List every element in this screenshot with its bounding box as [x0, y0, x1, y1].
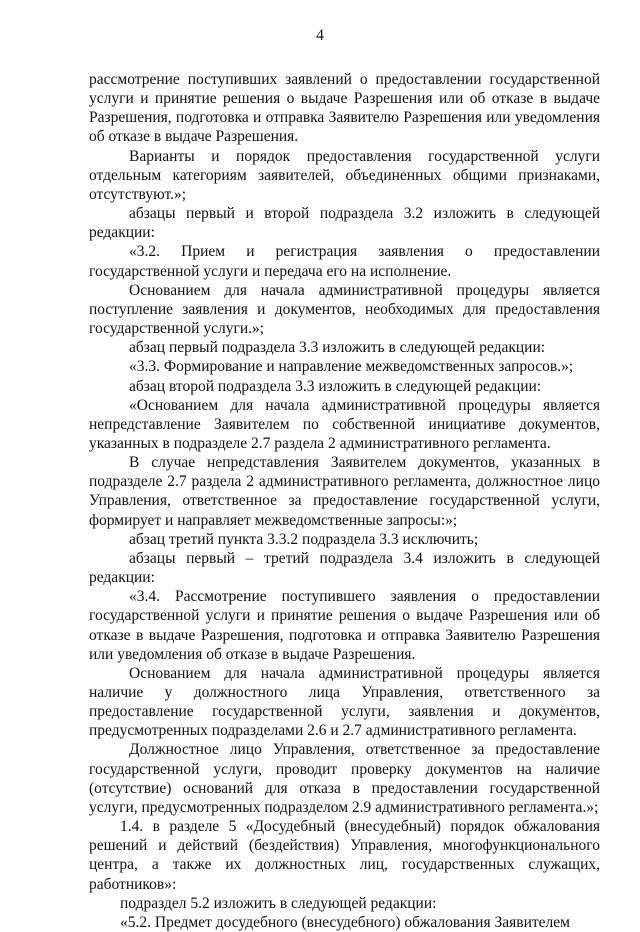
paragraph: абзац третий пункта 3.3.2 подраздела 3.3 исключить;: [129, 530, 479, 548]
paragraph: Должностное лицо Управления, ответственное за предоставление государственной услуги, проводит проверку документов на наличие (отсутствие) оснований для отказа в предоставлении государственной услуги, предусмотренных подразделом 2.9 административного регламента.»;: [89, 741, 600, 816]
paragraph-continuation: рассмотрение поступивших заявлений о предоставлении государственной услуги и принятие решения о выдаче Разрешения или об отказе в выдаче Разрешения, подготовка и отправка Заявителю Разрешения или уведомления об отказе в выдаче Разрешения.: [89, 71, 600, 146]
paragraph: «3.4. Рассмотрение поступившего заявления о предоставлении государственной услуги и принятие решения о выдаче Разрешения или об отказе в выдаче Разрешения, подготовка и отправка Заявителю Разрешения или уведомления об отказе в выдаче Разрешения.: [89, 588, 600, 663]
paragraph: «3.2. Прием и регистрация заявления о предоставлении государственной услуги и передача его на исполнение.: [89, 243, 600, 280]
paragraph: Основанием для начала административной процедуры является наличие у должностного лица Управления, ответственного за предоставление государственной услуги, заявления и документов, предусмотренных подразделами 2.6 и 2.7 административного регламента.: [89, 664, 600, 740]
paragraph: «3.3. Формирование и направление межведомственных запросов.»;: [129, 358, 574, 376]
paragraph: «5.2. Предмет досудебного (внесудебного) обжалования Заявителем: [120, 913, 570, 931]
paragraph: абзацы первый – третий подраздела 3.4 изложить в следующей редакции:: [89, 549, 600, 587]
paragraph: Варианты и порядок предоставления государственной услуги отдельным категориям заявителей, объединенных общими признаками, отсутствуют.»;: [89, 147, 600, 203]
paragraph: абзац первый подраздела 3.3 изложить в следующей редакции:: [129, 339, 546, 357]
paragraph: В случае непредставления Заявителем документов, указанных в подразделе 2.7 раздела 2 административного регламента, должностное лицо Управления, ответственное за предоставление государственной услуги, формирует и направляет межведомственные запросы:»;: [89, 454, 600, 529]
paragraph: абзац второй подраздела 3.3 изложить в следующей редакции:: [129, 377, 542, 395]
paragraph: подраздел 5.2 изложить в следующей редакции:: [120, 894, 437, 912]
document-body: [89, 70, 600, 932]
paragraph: Основанием для начала административной процедуры является поступление заявления и документов, необходимых для предоставления государственной услуги.»;: [89, 281, 600, 338]
page-number: 4: [316, 27, 324, 44]
paragraph: абзацы первый и второй подраздела 3.2 изложить в следующей редакции:: [89, 205, 600, 242]
paragraph: 1.4. в разделе 5 «Досудебный (внесудебный) порядок обжалования решений и действий (бездействия) Управления, многофункционального центра, а также их должностных лиц, государственных служащих, работников»:: [89, 818, 600, 893]
paragraph: «Основанием для начала административной процедуры является непредставление Заявителем по собственной инициативе документов, указанных в подразделе 2.7 раздела 2 административного регламента.: [89, 396, 600, 452]
